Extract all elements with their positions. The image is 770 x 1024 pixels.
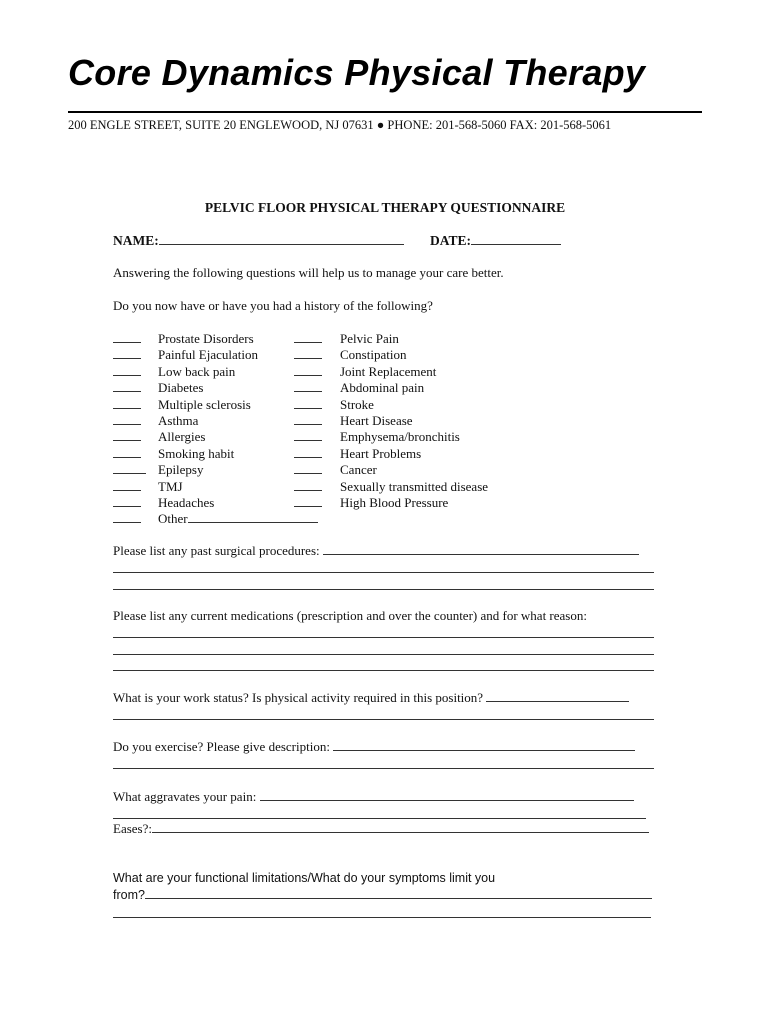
condition-check-blank[interactable] [113,380,141,392]
condition-check-blank[interactable] [113,495,141,507]
condition-label: Sexually transmitted disease [340,478,489,494]
condition-check-blank[interactable] [113,397,141,409]
name-blank[interactable] [159,233,404,245]
condition-row[interactable] [294,462,488,478]
surgical-line[interactable] [113,572,654,573]
exercise-prompt: Do you exercise? Please give description: [113,739,330,754]
condition-label: Constipation [340,347,407,363]
conditions-left-list [113,331,318,528]
condition-check-blank[interactable] [113,331,141,343]
limitations-question [113,887,652,902]
condition-row[interactable] [113,495,318,511]
condition-row[interactable] [113,479,318,495]
condition-check-blank[interactable] [294,364,322,376]
work-question [113,690,629,706]
condition-check-blank[interactable] [294,347,322,359]
condition-label: Heart Problems [340,445,422,461]
medications-prompt: Please list any current medications (prescription and over the counter) and for what reason: [113,608,587,623]
condition-label: Diabetes [158,380,204,396]
condition-check-blank[interactable] [294,479,322,491]
condition-check-blank[interactable] [294,413,322,425]
condition-check-blank[interactable] [113,462,146,474]
condition-label: Multiple sclerosis [158,396,251,412]
condition-check-blank[interactable] [113,479,141,491]
condition-row[interactable] [294,347,488,363]
aggravates-prompt: What aggravates your pain: [113,789,257,804]
condition-row[interactable] [294,479,488,495]
condition-label: Prostate Disorders [158,331,254,346]
condition-row[interactable] [113,397,318,413]
surgical-blank[interactable] [323,543,639,555]
limitations-prompt: What are your functional limitations/What do your symptoms limit you [113,871,496,885]
condition-row[interactable] [113,446,318,462]
header-rule [68,111,702,113]
condition-check-blank[interactable] [113,429,141,441]
work-prompt: What is your work status? Is physical activity required in this position? [113,690,484,705]
medications-line[interactable] [113,670,654,671]
condition-row[interactable] [113,364,318,380]
condition-check-blank[interactable] [294,397,322,409]
condition-row[interactable] [294,413,488,429]
condition-label: Painful Ejaculation [158,347,259,363]
form-title: PELVIC FLOOR PHYSICAL THERAPY QUESTIONNAIRE [204,200,566,215]
condition-label: Asthma [158,412,199,428]
condition-row[interactable] [294,397,488,413]
name-label: NAME: [113,233,159,248]
conditions-right-list [294,331,488,511]
condition-check-blank[interactable] [294,446,322,458]
surgical-question [113,543,639,559]
condition-label: Epilepsy [158,462,204,478]
condition-row[interactable] [294,446,488,462]
condition-check-blank[interactable] [113,446,141,458]
name-field[interactable] [113,233,404,249]
condition-label: Smoking habit [158,445,235,461]
condition-check-blank[interactable] [113,511,141,523]
condition-row[interactable] [113,347,318,363]
limitations-blank[interactable] [145,887,652,899]
medications-line[interactable] [113,637,654,638]
condition-label: TMJ [158,478,183,494]
condition-check-blank[interactable] [294,462,322,474]
condition-row[interactable] [113,331,318,347]
condition-row[interactable] [113,511,318,527]
condition-row[interactable] [294,495,488,511]
condition-label: High Blood Pressure [340,494,449,510]
clinic-name: Core Dynamics Physical Therapy [68,52,646,93]
exercise-line[interactable] [113,768,654,769]
condition-check-blank[interactable] [113,364,141,376]
condition-label: Other [158,511,188,527]
condition-row[interactable] [294,380,488,396]
condition-label: Emphysema/bronchitis [340,429,460,445]
condition-label: Heart Disease [340,412,413,428]
eases-blank[interactable] [152,821,649,833]
condition-check-blank[interactable] [113,347,141,359]
aggravates-line[interactable] [113,818,646,819]
condition-row[interactable] [113,380,318,396]
work-line[interactable] [113,719,654,720]
condition-check-blank[interactable] [294,331,322,343]
condition-label: Joint Replacement [340,363,437,379]
aggravates-blank[interactable] [260,789,634,801]
exercise-question [113,739,635,755]
condition-label: Allergies [158,429,206,445]
date-blank[interactable] [471,233,561,245]
condition-check-blank[interactable] [294,495,322,507]
exercise-blank[interactable] [333,739,635,751]
medications-line[interactable] [113,654,654,655]
surgical-line[interactable] [113,589,654,590]
condition-label: Headaches [158,494,215,510]
date-label: DATE: [430,233,472,248]
intro-text: Answering the following questions will help us to manage your care better. [113,265,504,280]
condition-row[interactable] [113,413,318,429]
condition-label: Pelvic Pain [340,331,399,346]
date-field[interactable] [430,233,561,249]
surgical-prompt: Please list any past surgical procedures: [113,543,320,558]
condition-check-blank[interactable] [294,380,322,392]
condition-label: Abdominal pain [340,380,425,396]
condition-row[interactable] [294,364,488,380]
condition-check-blank[interactable] [113,413,141,425]
condition-row[interactable] [113,429,318,445]
clinic-address: 200 ENGLE STREET, SUITE 20 ENGLEWOOD, NJ 07631 ● PHONE: 201-568-5060 FAX: 201-568-5061 [68,118,612,132]
condition-row[interactable] [294,429,488,445]
condition-row[interactable] [294,331,488,347]
condition-label: Stroke [340,396,374,412]
eases-question [113,821,649,837]
condition-label: Low back pain [158,363,236,379]
limitations-prompt-end: from? [113,888,145,902]
condition-check-blank[interactable] [294,429,322,441]
work-blank[interactable] [486,690,629,702]
eases-label: Eases?: [113,821,152,836]
condition-row[interactable] [113,462,318,478]
other-condition-blank[interactable] [188,511,318,523]
limitations-line[interactable] [113,917,651,918]
aggravates-question [113,789,634,805]
history-prompt: Do you now have or have you had a history of the following? [113,298,433,313]
condition-label: Cancer [340,462,377,478]
